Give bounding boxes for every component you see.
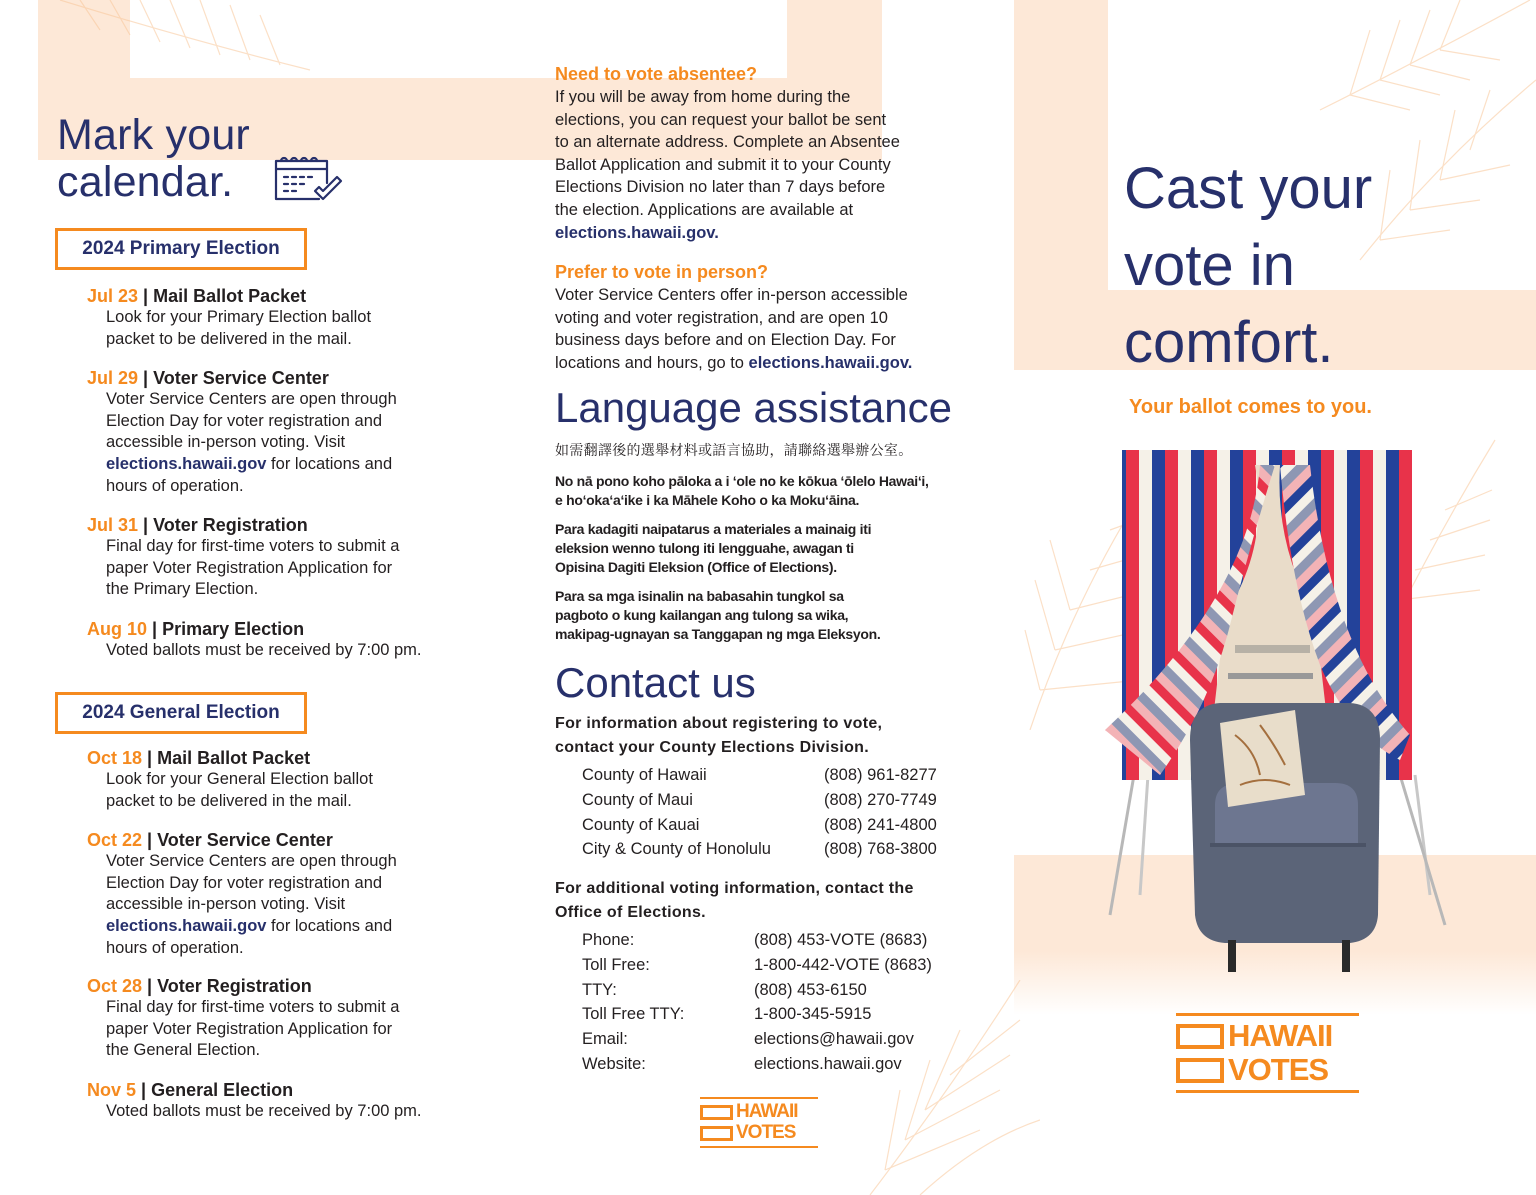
language-ilocano: Para kadagiti naipatarus a materiales a mainaig iti eleksion wenno tulong iti lengguahe, awagan ti Opisina Dagiti Eleksion (Office of Elections).	[555, 521, 872, 575]
event-date: Jul 29	[87, 368, 139, 388]
office-contacts-table	[582, 928, 932, 1077]
tty-number[interactable]: (808) 453-6150	[754, 980, 867, 999]
event-item: Oct 22 | Voter Service Center Voter Service Centers are open through Election Day for voter registration and accessible in-person voting. Visit elections.hawaii.gov for locations and hours of operation.	[87, 830, 397, 957]
county-contacts-table	[582, 763, 937, 862]
event-title: Mail Ballot Packet	[157, 748, 311, 768]
in-person-heading: Prefer to vote in person?	[555, 262, 769, 282]
event-title: Voter Registration	[157, 976, 312, 996]
office-row: TTY: (808) 453-6150	[582, 978, 932, 1003]
event-item: Jul 23 | Mail Ballot Packet Look for your Primary Election ballot packet to be delivered in the mail.	[87, 286, 372, 348]
cover-panel	[1024, 0, 1536, 1195]
primary-election-heading: 2024 Primary Election	[55, 228, 307, 270]
event-item: Oct 28 | Voter Registration Final day for first-time voters to submit a paper Voter Registration Application for the General Election.	[87, 976, 400, 1060]
toll-free-tty-number[interactable]: 1-800-345-5915	[754, 1005, 872, 1024]
event-date: Jul 31	[87, 515, 139, 535]
event-title: Voter Service Center	[153, 368, 329, 388]
phone-number[interactable]: (808) 453-VOTE (8683)	[754, 931, 928, 949]
elections-website-link[interactable]: elections.hawaii.gov	[106, 455, 267, 474]
general-election-heading: 2024 General Election	[55, 692, 307, 734]
event-item: Nov 5 | General Election Voted ballots must be received by 7:00 pm.	[87, 1080, 422, 1120]
elections-website-link[interactable]: elections.hawaii.gov.	[748, 353, 913, 372]
hawaii-votes-logo: HAWAII VOTES	[1176, 1013, 1359, 1093]
toll-free-number[interactable]: 1-800-442-VOTE (8683)	[754, 955, 932, 974]
phone-number[interactable]: (808) 270-7749	[824, 790, 937, 809]
event-item: Aug 10 | Primary Election Voted ballots must be received by 7:00 pm.	[87, 619, 422, 659]
office-intro: For additional voting information, contact the Office of Elections.	[555, 880, 914, 921]
website-link[interactable]: elections.hawaii.gov	[754, 1054, 902, 1073]
office-row: Toll Free TTY: 1-800-345-5915	[582, 1002, 932, 1027]
ballot-box-icon	[700, 1126, 733, 1141]
event-title: Voter Registration	[153, 515, 308, 535]
office-row: Email: elections@hawaii.gov	[582, 1027, 932, 1052]
ballot-box-icon	[700, 1105, 733, 1120]
event-title: General Election	[151, 1080, 294, 1100]
language-hawaiian: No nā pono koho pāloka a i ʻole no ke kōkua ʻōlelo Hawaiʻi, e hoʻokaʻaʻike i ka Māhele Koho o ka Mokuʻāina.	[555, 473, 929, 508]
phone-number[interactable]: (808) 768-3800	[824, 840, 937, 859]
language-assistance-heading: Language assistance	[555, 384, 952, 431]
event-title: Primary Election	[162, 619, 305, 639]
county-row: County of Maui (808) 270-7749	[582, 788, 937, 813]
calendar-title: Mark your calendar.	[57, 111, 250, 206]
language-tagalog: Para sa mga isinalin na babasahin tungkol sa pagboto o kung kailangan ang tulong sa wika, makipag-ugnayan sa Tanggapan ng mga Eleksyon.	[555, 588, 881, 642]
calendar-panel	[0, 0, 512, 1195]
office-row: Toll Free: 1-800-442-VOTE (8683)	[582, 953, 932, 978]
phone-number[interactable]: (808) 961-8277	[824, 766, 937, 784]
event-date: Jul 23	[87, 286, 139, 306]
elections-website-link[interactable]: elections.hawaii.gov.	[555, 223, 719, 242]
email-link[interactable]: elections@hawaii.gov	[754, 1030, 914, 1049]
phone-number[interactable]: (808) 241-4800	[824, 815, 937, 834]
event-date: Oct 22	[87, 830, 143, 850]
event-date: Aug 10	[87, 619, 148, 639]
cover-tagline: Your ballot comes to you.	[1129, 396, 1372, 418]
in-person-text: Voter Service Centers offer in-person accessible voting and voter registration, and are open 10 business days before and on Election Day. For locations and hours, go to elections.hawaii.gov.	[555, 286, 913, 372]
event-item: Jul 29 | Voter Service Center Voter Service Centers are open through Election Day for voter registration and accessible in-person voting. Visit elections.hawaii.gov for locations and hours of operation.	[87, 368, 397, 495]
county-row: County of Hawaii (808) 961-8277	[582, 763, 937, 788]
hawaii-votes-logo-small: HAWAII VOTES	[700, 1097, 818, 1148]
office-row: Phone: (808) 453-VOTE (8683)	[582, 928, 932, 953]
event-item: Oct 18 | Mail Ballot Packet Look for your General Election ballot packet to be delivered in the mail.	[87, 748, 373, 810]
contact-us-heading: Contact us	[555, 659, 756, 706]
county-row: City & County of Honolulu (808) 768-3800	[582, 837, 937, 862]
absentee-heading: Need to vote absentee?	[555, 64, 758, 84]
event-date: Oct 28	[87, 976, 143, 996]
voting-booth-armchair-image	[1100, 445, 1470, 975]
language-chinese: 如需翻譯後的選舉材料或語言協助，請聯絡選舉辦公室。	[555, 442, 913, 458]
county-row: County of Kauai (808) 241-4800	[582, 813, 937, 838]
event-date: Oct 18	[87, 748, 143, 768]
event-title: Mail Ballot Packet	[153, 286, 307, 306]
ballot-box-icon	[1176, 1024, 1224, 1049]
absentee-text: If you will be away from home during the elections, you can request your ballot be sent to an alternate address. Complete an Absentee Ballot Application and submit it to your County Elections Division no later than 7 days before the election. Applications are available at elections.hawaii.gov.	[555, 88, 900, 242]
county-intro: For information about registering to vote, contact your County Elections Division.	[555, 715, 883, 756]
ballot-box-icon	[1176, 1058, 1224, 1083]
office-row: Website: elections.hawaii.gov	[582, 1052, 932, 1077]
cover-title: Cast your vote in comfort.	[1124, 156, 1373, 375]
event-date: Nov 5	[87, 1080, 137, 1100]
info-panel	[512, 0, 1024, 1195]
calendar-check-icon	[273, 155, 345, 207]
elections-website-link[interactable]: elections.hawaii.gov	[106, 917, 267, 936]
event-item: Jul 31 | Voter Registration Final day for first-time voters to submit a paper Voter Registration Application for the Primary Election.	[87, 515, 400, 599]
event-title: Voter Service Center	[157, 830, 333, 850]
